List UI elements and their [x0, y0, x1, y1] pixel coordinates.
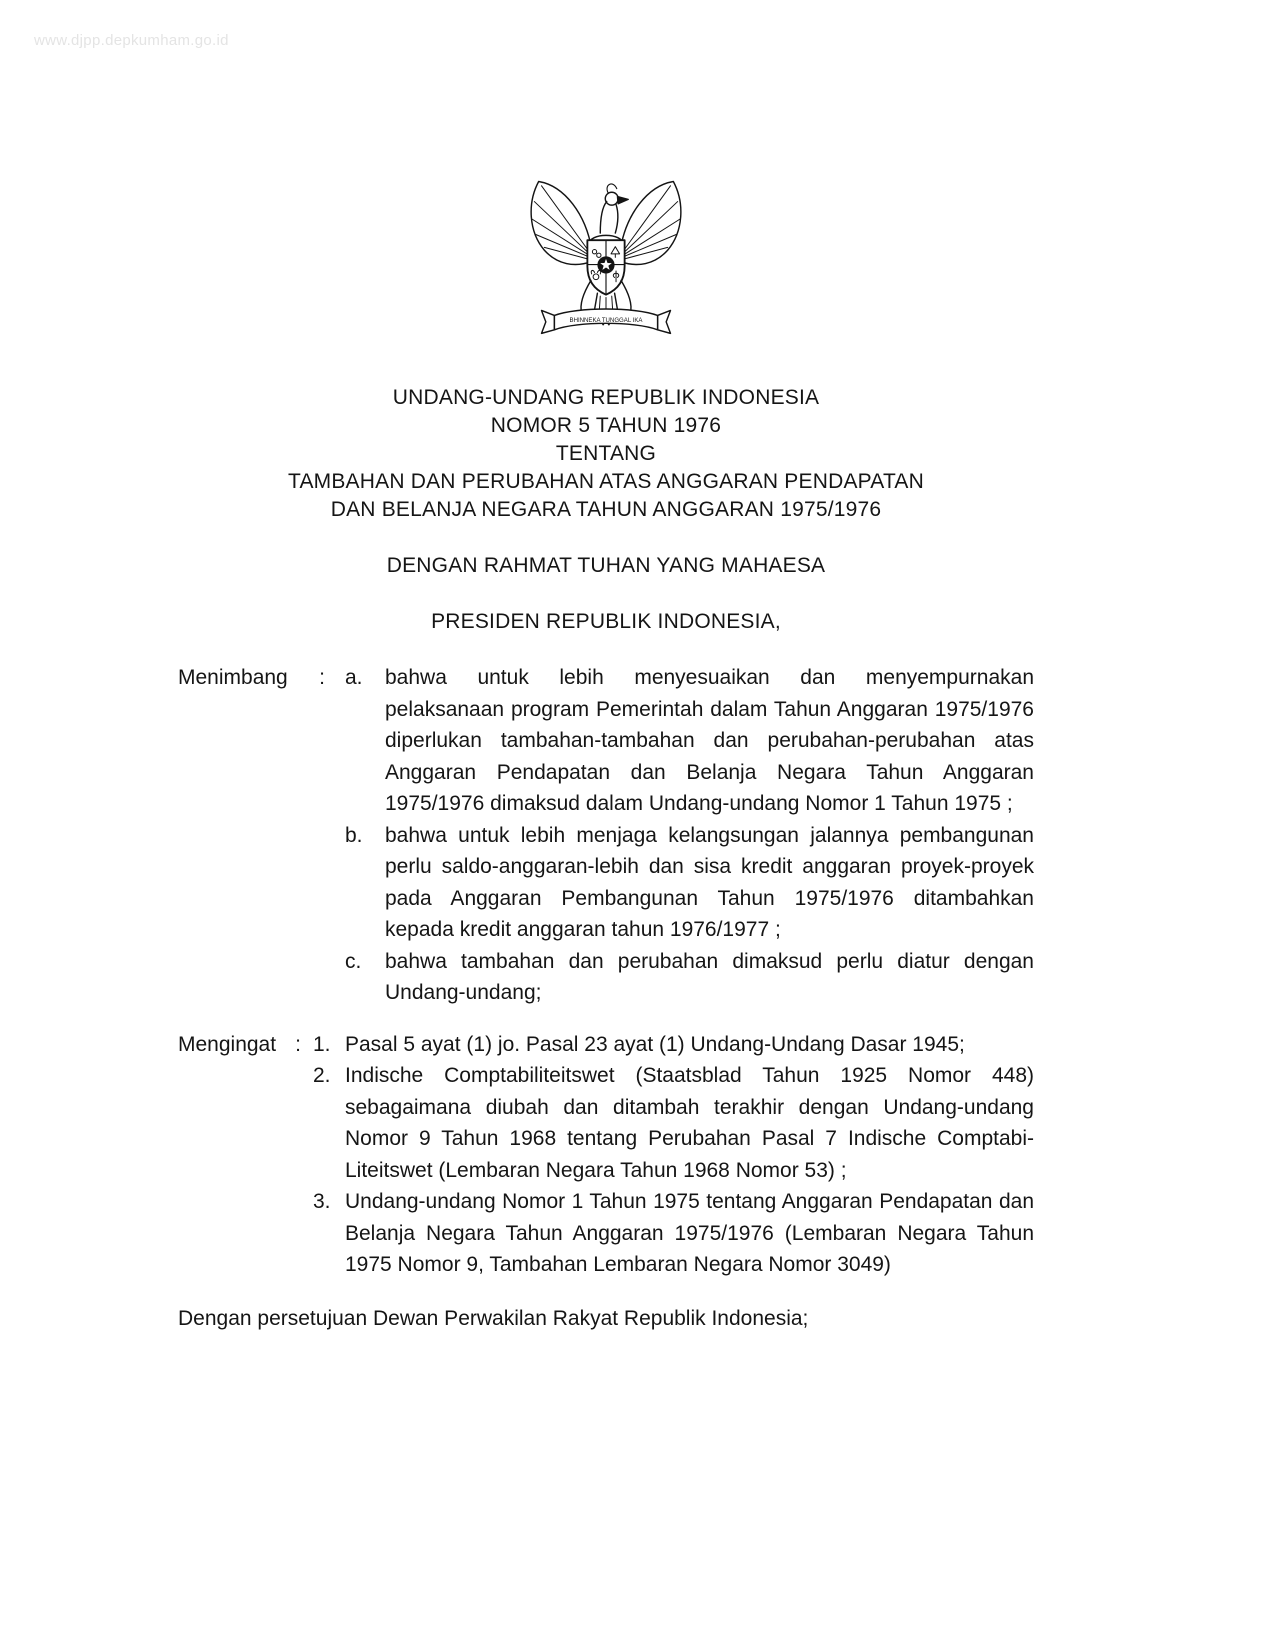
item-marker: 1.: [313, 1032, 331, 1056]
document-content: [178, 0, 1034, 1334]
item-text: bahwa untuk lebih menyesuaikan dan menyempurnakan pelaksanaan program Pemerintah dalam Tahun Anggaran 1975/1976 diperlukan tambahan-tambahan dan perubahan-perubahan atas Anggaran Pendapatan dan Belanja Negara Tahun Anggaran 1975/1976 dimaksud dalam Undang-undang Nomor 1 Tahun 1975 ;: [385, 666, 1034, 815]
item-text: Pasal 5 ayat (1) jo. Pasal 23 ayat (1) Undang-Undang Dasar 1945;: [345, 1032, 965, 1056]
menimbang-items: [345, 662, 1034, 1009]
title-line-2: NOMOR 5 TAHUN 1976: [490, 414, 722, 437]
motto-text: BHINNEKA TUNGGAL IKA: [569, 316, 643, 324]
item-marker: 2.: [313, 1064, 331, 1087]
garuda-pancasila-emblem: [178, 160, 1034, 352]
item-marker: b.: [345, 823, 363, 847]
item-marker: c.: [345, 949, 362, 973]
menimbang-separator: :: [319, 666, 325, 689]
item-text: Undang-undang Nomor 1 Tahun 1975 tentang Anggaran Pendapatan dan Belanja Negara Tahun Anggaran 1975/1976 (Lembaran Negara Tahun 1975 Nomor 9, Tambahan Lembaran Negara Nomor 3049): [345, 1190, 1034, 1276]
list-item: [313, 1060, 1034, 1186]
menimbang-label-text: Menimbang: [178, 666, 288, 689]
title-line-4: TAMBAHAN DAN PERUBAHAN ATAS ANGGARAN PENDAPATAN: [287, 470, 925, 493]
list-item: [345, 946, 1034, 1009]
menimbang-section: [178, 662, 1034, 1009]
mengingat-label: [178, 1029, 313, 1061]
eagle-head-icon: [600, 184, 628, 233]
watermark-url: www.djpp.depkumham.go.id: [34, 32, 229, 49]
closing-line: Dengan persetujuan Dewan Perwakilan Rakyat Republik Indonesia;: [178, 1306, 809, 1330]
list-item: [345, 662, 1034, 820]
mengingat-label-text: Mengingat: [178, 1032, 277, 1056]
title-line-1: UNDANG-UNDANG REPUBLIK INDONESIA: [392, 386, 820, 409]
item-marker: 3.: [313, 1190, 331, 1213]
list-item: [313, 1186, 1034, 1281]
list-item: [345, 820, 1034, 946]
garuda-pancasila-icon: [520, 160, 692, 352]
grace-line: DENGAN RAHMAT TUHAN YANG MAHAESA: [386, 554, 826, 577]
left-wing-icon: [531, 181, 592, 264]
title-block: [178, 384, 1034, 524]
motto-scroll-icon: [542, 309, 671, 333]
right-wing-icon: [620, 181, 681, 264]
mengingat-separator: :: [295, 1032, 301, 1056]
item-marker: a.: [345, 666, 363, 689]
shield-icon: [587, 240, 624, 294]
item-text: bahwa untuk lebih menjaga kelangsungan jalannya pembangunan perlu saldo-anggaran-lebih dan sisa kredit anggaran proyek-proyek pada Anggaran Pembangunan Tahun 1975/1976 ditambahkan kepada kredit anggaran tahun 1976/1977 ;: [385, 823, 1034, 941]
item-text: bahwa tambahan dan perubahan dimaksud perlu diatur dengan Undang-undang;: [385, 949, 1034, 1004]
mengingat-section: [178, 1029, 1034, 1281]
list-item: [313, 1029, 1034, 1061]
title-line-5: DAN BELANJA NEGARA TAHUN ANGGARAN 1975/1976: [330, 498, 882, 521]
mengingat-items: [313, 1029, 1034, 1281]
menimbang-label: [178, 662, 345, 694]
president-line: PRESIDEN REPUBLIK INDONESIA,: [431, 610, 781, 633]
item-text: Indische Comptabiliteitswet (Staatsblad Tahun 1925 Nomor 448) sebagaimana diubah dan ditambah terakhir dengan Undang-undang Nomor 9 Tahun 1968 tentang Perubahan Pasal 7 Indische Comptabi-Liteitswet (Lembaran Negara Tahun 1968 Nomor 53) ;: [345, 1064, 1034, 1182]
title-line-3: TENTANG: [555, 442, 657, 465]
